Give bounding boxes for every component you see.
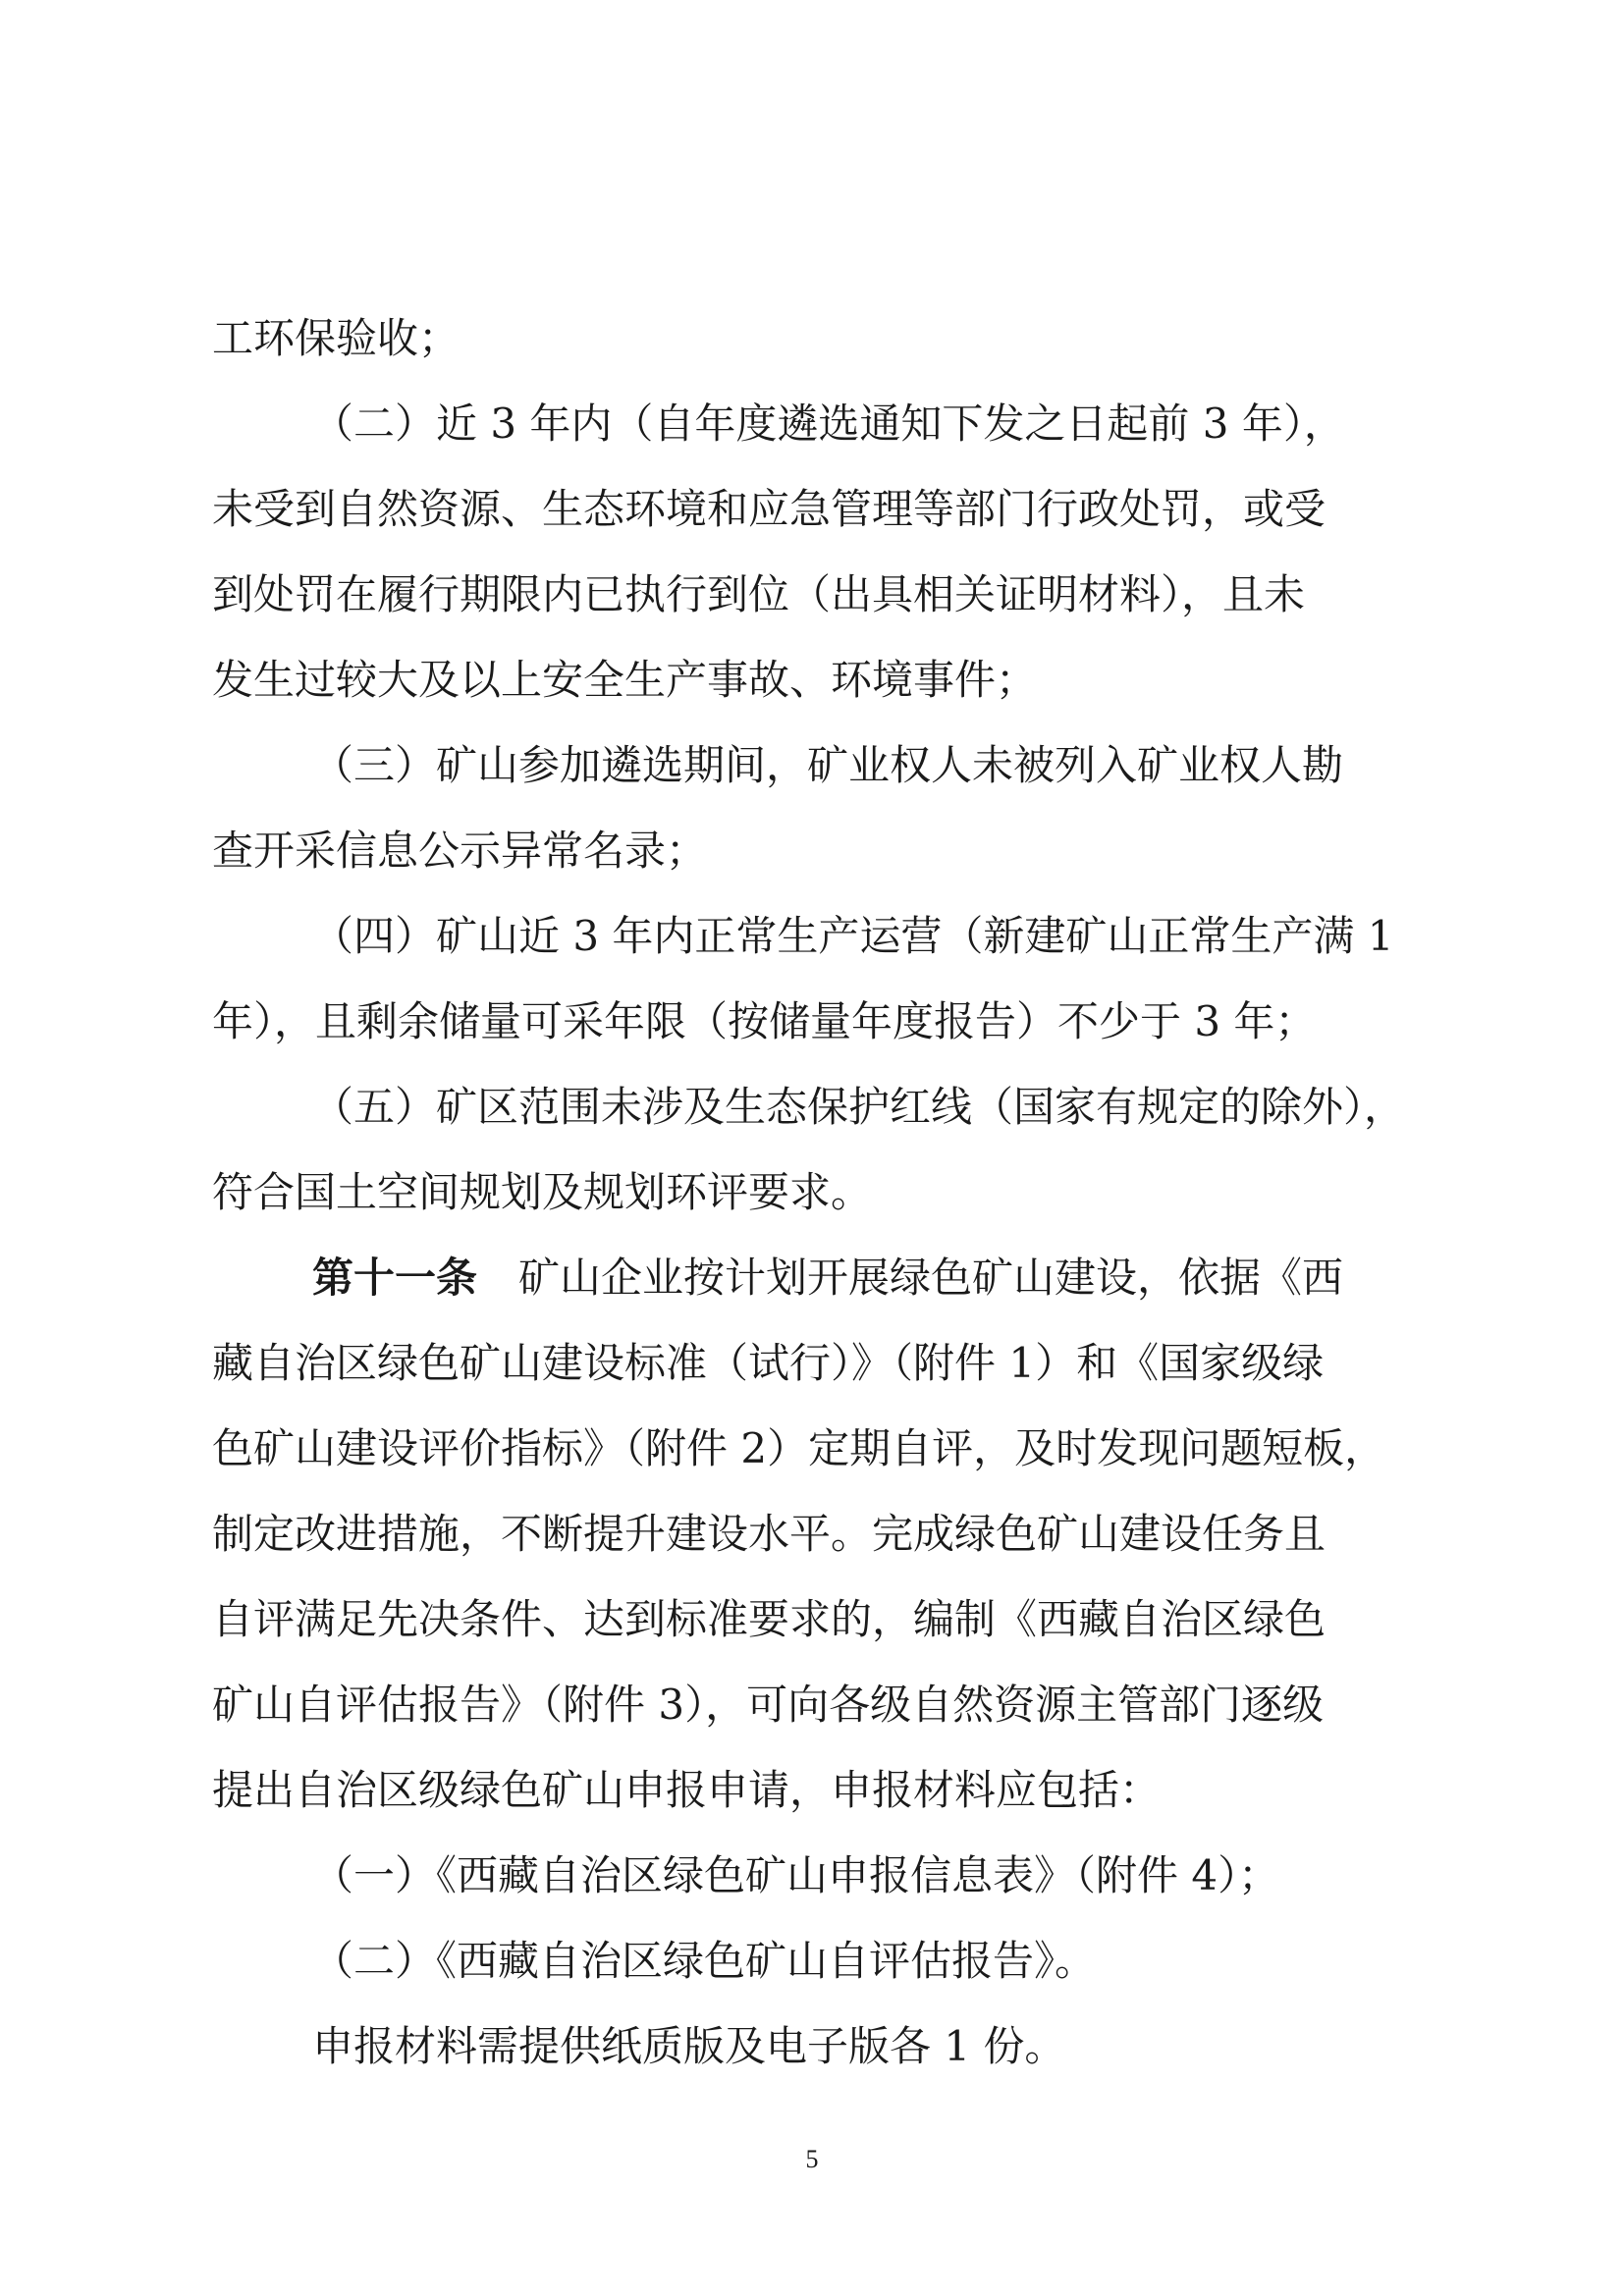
- paragraph-line: 发生过较大及以上安全生产事故、环境事件；: [212, 656, 1038, 704]
- paragraph-line: 符合国土空间规划及规划环评要求。: [212, 1168, 873, 1216]
- paragraph-line: 工环保验收；: [212, 314, 460, 362]
- paragraph-line: 未受到自然资源、生态环境和应急管理等部门行政处罚，或受: [212, 485, 1326, 533]
- paragraph-line: （三）矿山参加遴选期间，矿业权人未被列入矿业权人勘: [312, 741, 1344, 789]
- paragraph-line: 矿山自评估报告》（附件 3），可向各级自然资源主管部门逐级: [212, 1681, 1325, 1729]
- paragraph-line: （二）近 3 年内（自年度遴选通知下发之日起前 3 年），: [312, 400, 1345, 448]
- article-heading-line: 第十一条 矿山企业按计划开展绿色矿山建设，依据《西: [0, 1239, 1624, 1317]
- paragraph-line: 制定改进措施，不断提升建设水平。完成绿色矿山建设任务且: [212, 1510, 1326, 1558]
- paragraph-line: （五）矿区范围未涉及生态保护红线（国家有规定的除外），: [312, 1083, 1406, 1131]
- paragraph-line: 自评满足先决条件、达到标准要求的，编制《西藏自治区绿色: [212, 1595, 1326, 1643]
- article-number: 第十一条: [312, 1254, 478, 1302]
- paragraph-line: （二）《西藏自治区绿色矿山自评估报告》。: [312, 1937, 1097, 1985]
- paragraph-line: 查开采信息公示异常名录；: [212, 827, 708, 875]
- paragraph-line: 藏自治区绿色矿山建设标准（试行）》（附件 1）和《国家级绿: [212, 1339, 1325, 1387]
- paragraph-line: （四）矿山近 3 年内正常生产运营（新建矿山正常生产满 1: [312, 912, 1394, 960]
- paragraph-line: （一）《西藏自治区绿色矿山申报信息表》（附件 4）；: [312, 1851, 1280, 1899]
- paragraph-line: 色矿山建设评价指标》（附件 2）定期自评，及时发现问题短板，: [212, 1424, 1386, 1472]
- paragraph-line: 年），且剩余储量可采年限（按储量年度报告）不少于 3 年；: [212, 997, 1317, 1045]
- page-number: 5: [805, 2145, 819, 2173]
- paragraph-line: 申报材料需提供纸质版及电子版各 1 份。: [312, 2022, 1066, 2070]
- paragraph-line: 提出自治区级绿色矿山申报申请，申报材料应包括：: [212, 1766, 1162, 1814]
- paragraph-line: 到处罚在履行期限内已执行到位（出具相关证明材料），且未: [212, 570, 1306, 618]
